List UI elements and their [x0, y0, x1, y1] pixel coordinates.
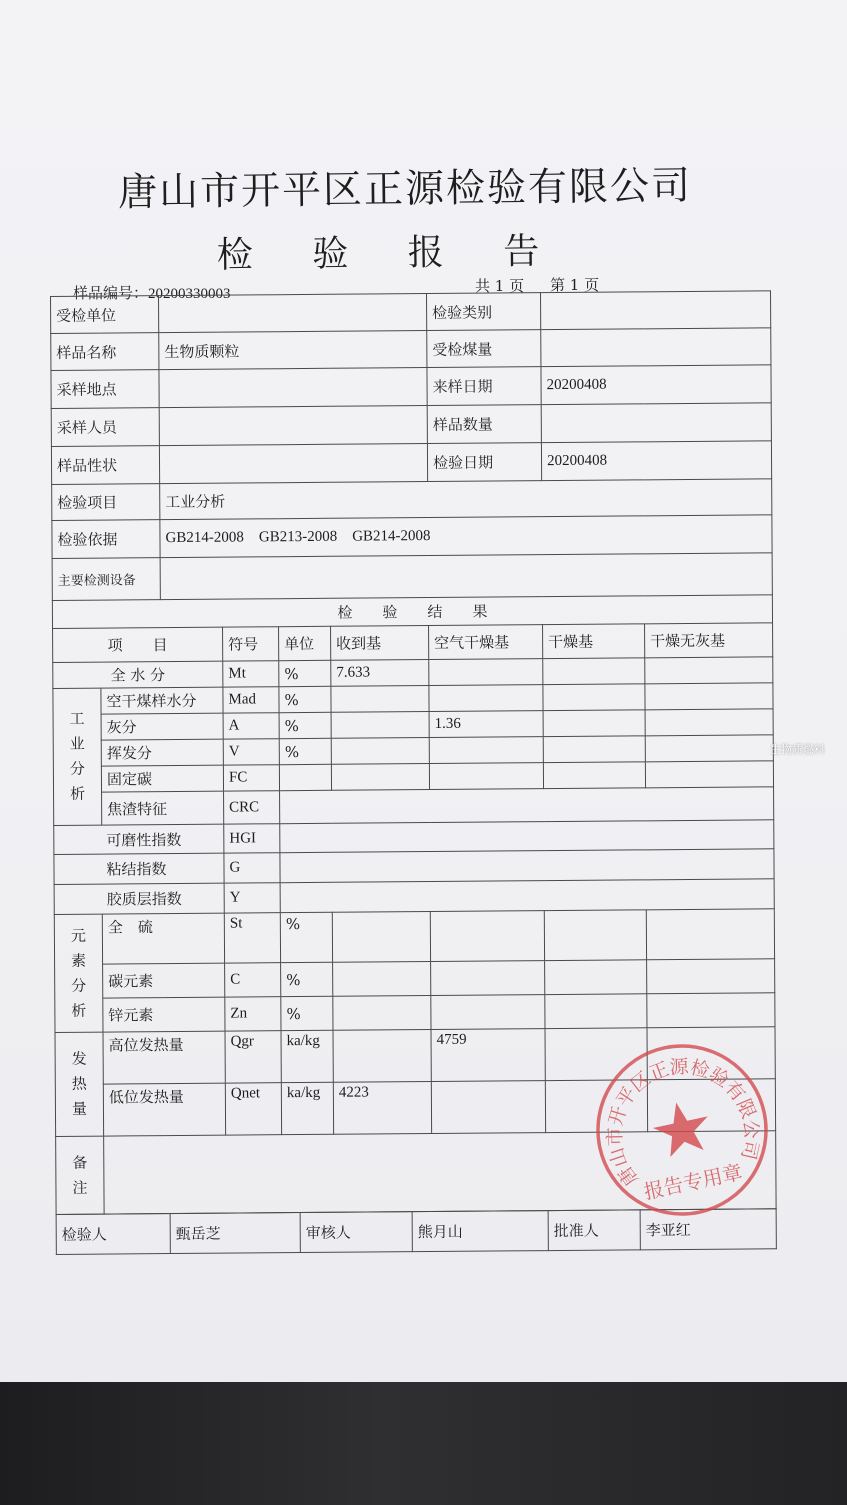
heat-label: 高位发热量 [103, 1031, 225, 1084]
info-row [51, 441, 771, 485]
sample-number-value: 20200330003 [148, 286, 231, 302]
element-dry [545, 960, 647, 995]
heat-group-label [55, 1032, 104, 1136]
test-item-value: 工业分析 [160, 479, 772, 520]
coal-qty-value [541, 328, 771, 367]
proximate-merged-cell [280, 787, 774, 824]
element-dry [544, 910, 646, 961]
total-moisture-daf [645, 657, 773, 684]
sample-count-label: 样品数量 [427, 405, 541, 444]
proximate-ad [429, 763, 543, 790]
proximate-label: 固定碳 [101, 765, 223, 792]
sampler-value [159, 406, 427, 446]
sampling-place-label: 采样地点 [51, 370, 159, 409]
dark-background [0, 1382, 847, 1505]
heat-unit: ka/kg [281, 1082, 333, 1134]
element-group-text: 元素分析 [70, 926, 87, 1020]
proximate-label: 灰分 [101, 713, 223, 740]
proximate-ad: 1.36 [429, 711, 543, 738]
proximate-ad [429, 737, 543, 764]
official-seal [575, 1023, 788, 1236]
header-symbol: 符号 [223, 627, 279, 661]
proximate-dry [543, 684, 645, 711]
other-index-symbol: G [224, 853, 280, 883]
table-row [54, 909, 774, 965]
proximate-unit: % [279, 712, 331, 738]
heat-ad [431, 1081, 545, 1134]
proximate-symbol: A [223, 713, 279, 739]
equipment-label: 主要检测设备 [52, 558, 160, 601]
info-row [52, 515, 772, 559]
element-ar [333, 962, 431, 997]
proximate-ar [331, 686, 429, 713]
watermark: 生物质燃料 [770, 743, 825, 756]
element-ad [430, 911, 544, 962]
proximate-label: 挥发分 [101, 739, 223, 766]
test-date-value: 20200408 [541, 441, 771, 481]
other-index-symbol: HGI [224, 824, 280, 853]
proximate-ad [429, 685, 543, 712]
info-row [51, 328, 771, 371]
proximate-ar [331, 764, 429, 791]
test-date-label: 检验日期 [427, 443, 541, 482]
equipment-value [160, 553, 772, 600]
proximate-daf [645, 683, 773, 710]
other-index-value [280, 849, 774, 883]
inspect-type-value [541, 291, 771, 330]
remarks-label [56, 1136, 104, 1214]
heat-ar: 4223 [333, 1082, 431, 1135]
other-index-label: 粘结指数 [54, 853, 224, 884]
arrival-date-label: 来样日期 [427, 367, 541, 406]
proximate-symbol: Mad [223, 687, 279, 713]
proximate-daf [645, 709, 773, 736]
info-row [51, 365, 771, 409]
info-row [51, 291, 771, 334]
heat-label: 低位发热量 [103, 1083, 225, 1136]
sample-number-label: 样品编号： [73, 284, 149, 302]
arrival-date-value: 20200408 [541, 365, 771, 405]
element-unit: % [281, 996, 333, 1030]
header-dry: 干燥基 [543, 624, 645, 659]
heat-ad: 4759 [431, 1029, 545, 1082]
info-row [51, 403, 771, 447]
proximate-unit [279, 764, 331, 790]
element-unit: % [280, 912, 332, 962]
element-ar [332, 912, 430, 963]
proximate-group-text: 工业分析 [69, 709, 86, 803]
sample-property-value [159, 444, 427, 484]
seal-ring-text: 唐山市开平区正源检验有限公司 [603, 1055, 763, 1190]
inspector-label: 检验人 [56, 1214, 170, 1255]
total-moisture-unit: % [279, 660, 331, 686]
total-moisture-ad [429, 659, 543, 686]
element-ad [431, 995, 545, 1030]
element-daf [646, 909, 774, 960]
proximate-ar [331, 712, 429, 739]
element-group-label [54, 914, 103, 1032]
heat-symbol: Qnet [225, 1083, 281, 1135]
proximate-label: 空干煤样水分 [101, 687, 223, 714]
proximate-group-label [53, 688, 102, 825]
other-index-symbol: Y [224, 883, 280, 913]
header-air-dried: 空气干燥基 [429, 625, 543, 660]
element-symbol: Zn [225, 997, 281, 1031]
header-unit: 单位 [279, 626, 331, 660]
other-index-value [280, 820, 774, 853]
company-title: 唐山市开平区正源检验有限公司 [117, 163, 693, 216]
proximate-dry [543, 762, 645, 789]
basis-value: GB214-2008 GB213-2008 GB214-2008 [160, 515, 772, 558]
approver-label: 批准人 [548, 1210, 640, 1251]
heat-ar [333, 1030, 431, 1083]
other-index-value [280, 879, 774, 913]
total-moisture-symbol: Mt [223, 661, 279, 687]
proximate-unit: % [279, 738, 331, 764]
element-label: 全 硫 [102, 913, 224, 964]
element-label: 碳元素 [103, 963, 225, 998]
total-moisture-label: 全 水 分 [53, 661, 223, 688]
page-number: 第 1 页 [550, 276, 600, 294]
heat-symbol: Qgr [225, 1031, 281, 1083]
header-as-received: 收到基 [331, 626, 429, 661]
table-row [55, 993, 775, 1033]
proximate-symbol: FC [223, 765, 279, 791]
proximate-label: 焦渣特征 [102, 791, 224, 825]
heat-unit: ka/kg [281, 1030, 333, 1082]
inspect-type-label: 检验类别 [427, 293, 541, 331]
total-moisture-ar: 7.633 [331, 660, 429, 687]
client-label: 受检单位 [51, 296, 159, 334]
seal-inner-text: 报告专用章 [641, 1159, 745, 1204]
basis-label: 检验依据 [52, 520, 160, 559]
element-dry [545, 994, 647, 1029]
table-row [55, 959, 775, 999]
reviewer-label: 审核人 [300, 1212, 412, 1253]
seal-star-icon [649, 1097, 715, 1160]
element-ad [431, 961, 545, 996]
reviewer-name: 熊月山 [412, 1211, 548, 1252]
info-row [52, 553, 772, 601]
results-header-row [53, 623, 773, 663]
proximate-daf [645, 735, 773, 762]
report-title: 检 验 报 告 [216, 230, 564, 277]
element-ar [333, 996, 431, 1031]
sample-count-value [541, 403, 771, 443]
test-item-label: 检验项目 [52, 484, 160, 521]
sample-name-label: 样品名称 [51, 333, 159, 371]
sample-property-label: 样品性状 [51, 446, 159, 485]
info-row [52, 479, 772, 521]
proximate-unit: % [279, 686, 331, 712]
proximate-symbol: V [223, 739, 279, 765]
proximate-dry [543, 710, 645, 737]
header-item: 项 目 [53, 627, 223, 662]
header-daf: 干燥无灰基 [645, 623, 773, 658]
approver-name: 李亚红 [640, 1209, 776, 1250]
heat-group-text: 发热量 [71, 1049, 88, 1118]
total-pages: 共 1 页 [475, 277, 525, 295]
remarks-text: 备注 [72, 1153, 88, 1197]
proximate-daf [645, 761, 773, 788]
proximate-dry [543, 736, 645, 763]
sample-name-value: 生物质颗粒 [159, 331, 427, 370]
element-symbol: St [224, 913, 280, 963]
inspector-name: 甄岳芝 [170, 1213, 300, 1254]
results-section-title: 检 验 结 果 [52, 595, 772, 629]
element-label: 锌元素 [103, 997, 225, 1032]
element-unit: % [281, 962, 333, 996]
total-moisture-dry [543, 658, 645, 685]
proximate-symbol: CRC [224, 791, 280, 824]
proximate-ar [331, 738, 429, 765]
other-index-label: 胶质层指数 [54, 883, 224, 914]
sampling-place-value [159, 368, 427, 408]
coal-qty-label: 受检煤量 [427, 330, 541, 368]
other-index-label: 可磨性指数 [54, 824, 224, 854]
sampler-label: 采样人员 [51, 408, 159, 447]
element-daf [647, 959, 775, 994]
element-symbol: C [225, 963, 281, 997]
client-value [159, 294, 427, 333]
element-daf [647, 993, 775, 1028]
